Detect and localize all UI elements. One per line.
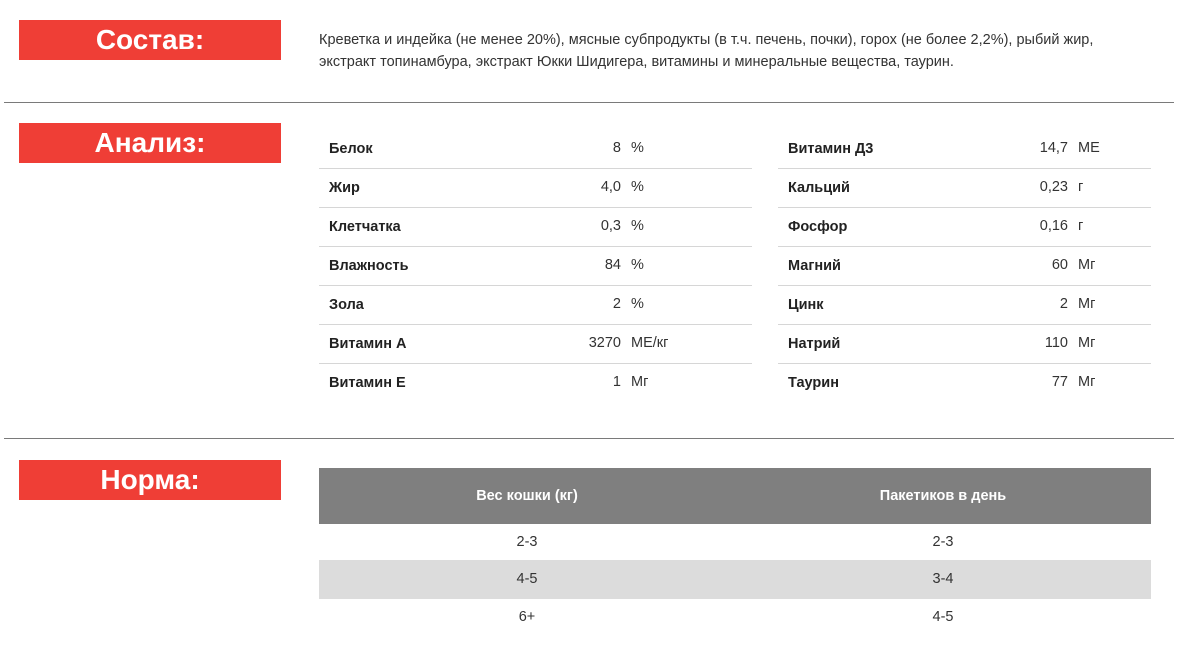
analysis-row xyxy=(319,286,752,325)
nutrient-unit: Мг xyxy=(1078,296,1096,312)
nutrient-value: 2 xyxy=(1059,296,1068,312)
nutrient-unit: % xyxy=(631,257,644,273)
norm-heading: Норма: xyxy=(19,460,281,500)
analysis-row xyxy=(319,169,752,208)
cell-packets: 2-3 xyxy=(932,534,954,550)
composition-heading: Состав: xyxy=(19,20,281,60)
analysis-row xyxy=(319,247,752,286)
divider xyxy=(4,102,1174,103)
nutrient-name: Зола xyxy=(329,297,364,313)
nutrient-unit: МЕ/кг xyxy=(631,335,669,351)
nutrient-name: Витамин Д3 xyxy=(788,141,874,157)
nutrient-unit: г xyxy=(1078,218,1084,234)
analysis-heading: Анализ: xyxy=(19,123,281,163)
analysis-row xyxy=(778,325,1151,364)
nutrient-value: 3270 xyxy=(588,335,621,351)
nutrient-value: 2 xyxy=(612,296,621,312)
nutrient-name: Витамин Е xyxy=(329,375,406,391)
analysis-row xyxy=(778,208,1151,247)
nutrient-name: Фосфор xyxy=(788,219,848,235)
analysis-row xyxy=(319,364,752,402)
composition-text: Креветка и индейка (не менее 20%), мясные субпродукты (в т.ч. печень, почки), горох (не более 2,2%), рыбий жир, экстракт топинамбура, экстракт Юкки Шидигера, витамины и минеральные вещества, таурин. xyxy=(319,32,1094,70)
nutrient-value: 0,16 xyxy=(1039,218,1068,234)
nutrient-unit: МЕ xyxy=(1078,140,1100,156)
nutrient-name: Влажность xyxy=(329,258,409,274)
analysis-table-left xyxy=(319,130,752,402)
nutrient-name: Магний xyxy=(788,258,841,274)
nutrient-unit: г xyxy=(1078,179,1084,195)
analysis-row xyxy=(319,130,752,169)
nutrient-unit: % xyxy=(631,218,644,234)
nutrient-unit: Мг xyxy=(631,374,649,390)
nutrient-unit: % xyxy=(631,179,644,195)
nutrient-name: Белок xyxy=(329,141,373,157)
nutrient-value: 60 xyxy=(1051,257,1068,273)
table-header xyxy=(319,468,1151,524)
nutrient-value: 110 xyxy=(1044,335,1068,351)
analysis-row xyxy=(319,325,752,364)
nutrient-value: 14,7 xyxy=(1039,140,1068,156)
divider xyxy=(4,438,1174,439)
nutrient-unit: Мг xyxy=(1078,374,1096,390)
nutrient-name: Кальций xyxy=(788,180,850,196)
analysis-row xyxy=(778,130,1151,169)
analysis-row xyxy=(778,169,1151,208)
table-row xyxy=(319,599,1151,635)
nutrient-unit: Мг xyxy=(1078,335,1096,351)
nutrient-value: 0,3 xyxy=(600,218,621,234)
analysis-row xyxy=(319,208,752,247)
nutrient-value: 77 xyxy=(1051,374,1068,390)
nutrient-value: 4,0 xyxy=(600,179,621,195)
nutrient-value: 84 xyxy=(604,257,621,273)
nutrient-name: Витамин А xyxy=(329,336,407,352)
feeding-norm-table xyxy=(319,468,1151,635)
analysis-row xyxy=(778,286,1151,325)
nutrient-value: 8 xyxy=(612,140,621,156)
nutrient-name: Клетчатка xyxy=(329,219,401,235)
nutrient-unit: Мг xyxy=(1078,257,1096,273)
analysis-row xyxy=(778,364,1151,402)
table-row xyxy=(319,560,1151,599)
nutrient-value: 1 xyxy=(612,374,621,390)
nutrient-value: 0,23 xyxy=(1039,179,1068,195)
analysis-table-right xyxy=(778,130,1151,402)
analysis-row xyxy=(778,247,1151,286)
table-row xyxy=(319,524,1151,560)
nutrient-name: Натрий xyxy=(788,336,841,352)
column-header-weight: Вес кошки (кг) xyxy=(476,488,578,504)
nutrient-name: Цинк xyxy=(788,297,824,313)
nutrient-name: Жир xyxy=(329,180,360,196)
cell-packets: 3-4 xyxy=(932,571,954,587)
cell-weight: 4-5 xyxy=(516,571,538,587)
cell-weight: 2-3 xyxy=(516,534,538,550)
nutrient-unit: % xyxy=(631,296,644,312)
cell-packets: 4-5 xyxy=(932,609,954,625)
cell-weight: 6+ xyxy=(518,609,536,625)
column-header-packets: Пакетиков в день xyxy=(879,488,1007,504)
nutrient-unit: % xyxy=(631,140,644,156)
nutrient-name: Таурин xyxy=(788,375,839,391)
